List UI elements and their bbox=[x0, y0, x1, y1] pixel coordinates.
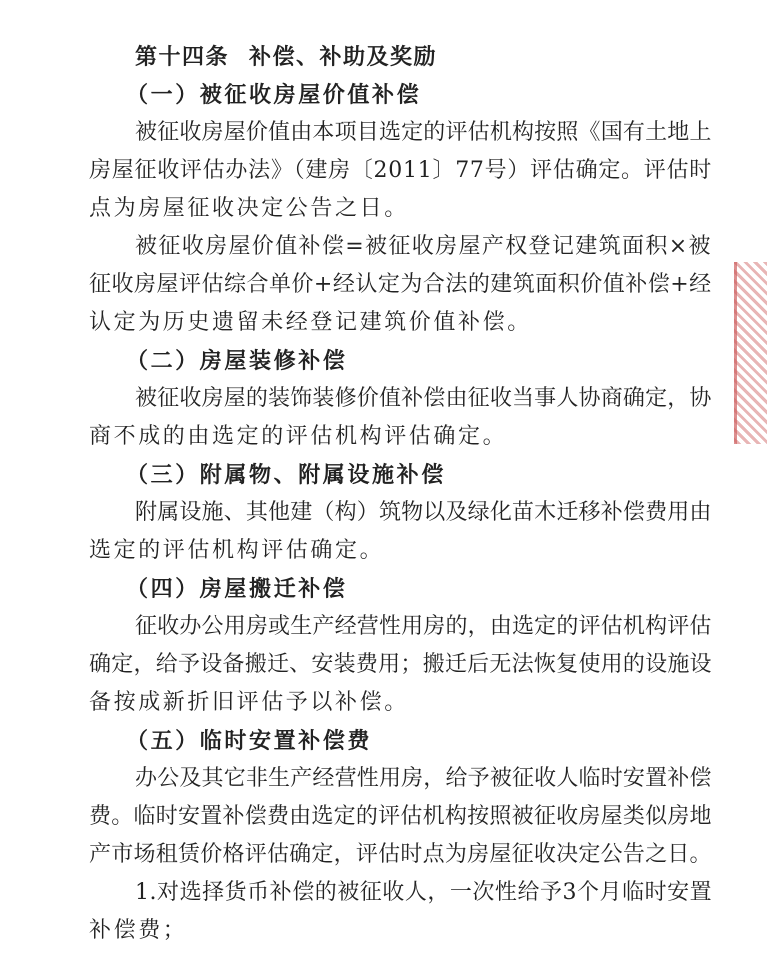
article-heading bbox=[135, 42, 437, 72]
paragraph-line: 备按成新折旧评估予以补偿。 bbox=[89, 690, 409, 715]
paragraph-line: 选定的评估机构评估确定。 bbox=[89, 538, 385, 563]
paragraph-line: 商不成的由选定的评估机构评估确定。 bbox=[89, 424, 508, 449]
paragraph-line: 1.对选择货币补偿的被征收人，一次性给予3个月临时安置 bbox=[135, 880, 713, 905]
paragraph-line: 房屋征收评估办法》（建房〔2011〕77号）评估确定。评估时 bbox=[89, 158, 712, 183]
paragraph-line: 费。临时安置补偿费由选定的评估机构按照被征收房屋类似房地 bbox=[89, 804, 712, 829]
article-title: 补偿、补助及奖励 bbox=[249, 44, 438, 70]
paragraph-line: 征收房屋评估综合单价+经认定为合法的建筑面积价值补偿+经 bbox=[89, 272, 712, 297]
paragraph-line: 被征收房屋价值补偿=被征收房屋产权登记建筑面积×被 bbox=[135, 234, 712, 259]
paragraph-line: 被征收房屋的装饰装修价值补偿由征收当事人协商确定，协 bbox=[135, 386, 712, 411]
section-heading: （二）房屋装修补偿 bbox=[126, 348, 348, 374]
paragraph-line: 征收办公用房或生产经营性用房的，由选定的评估机构评估 bbox=[135, 614, 712, 639]
seal-band bbox=[734, 262, 767, 444]
section-heading: （五）临时安置补偿费 bbox=[126, 728, 373, 754]
paragraph-line: 确定，给予设备搬迁、安装费用；搬迁后无法恢复使用的设施设 bbox=[89, 652, 712, 677]
section-heading: （四）房屋搬迁补偿 bbox=[126, 576, 348, 602]
section-heading: （三）附属物、附属设施补偿 bbox=[126, 462, 446, 488]
section-heading: （一）被征收房屋价值补偿 bbox=[126, 82, 422, 108]
paragraph-line: 办公及其它非生产经营性用房，给予被征收人临时安置补偿 bbox=[135, 766, 712, 791]
paragraph-line: 产市场租赁价格评估确定，评估时点为房屋征收决定公告之日。 bbox=[89, 842, 712, 867]
paragraph-line: 认定为历史遗留未经登记建筑价值补偿。 bbox=[89, 310, 532, 335]
paragraph-line: 补偿费； bbox=[89, 918, 188, 943]
article-number: 第十四条 bbox=[135, 44, 230, 70]
paragraph-line: 被征收房屋价值由本项目选定的评估机构按照《国有土地上 bbox=[135, 120, 712, 145]
paragraph-line: 点为房屋征收决定公告之日。 bbox=[89, 196, 409, 221]
paragraph-line: 附属设施、其他建（构）筑物以及绿化苗木迁移补偿费用由 bbox=[135, 500, 712, 525]
red-seal-stamp bbox=[728, 262, 770, 444]
